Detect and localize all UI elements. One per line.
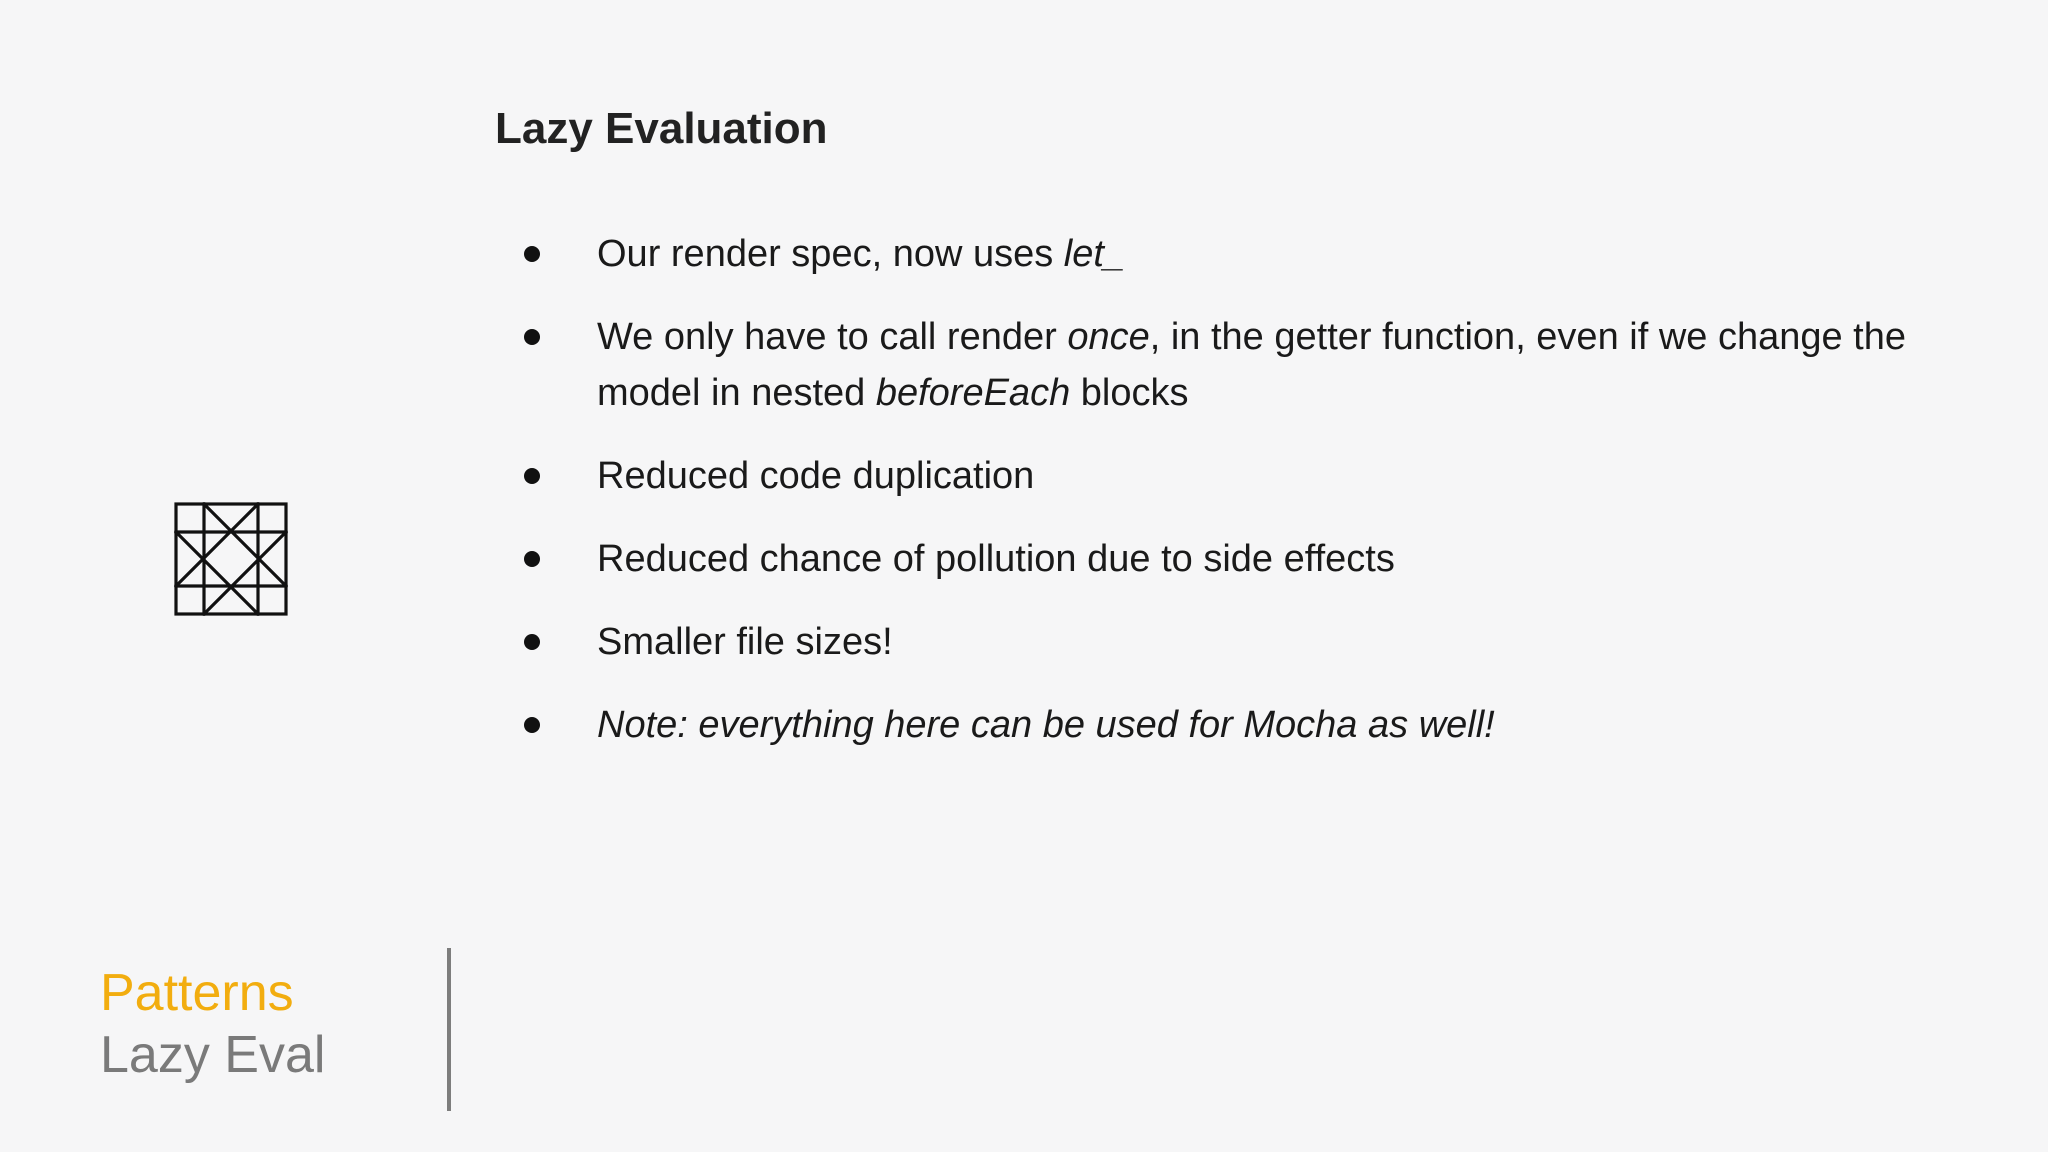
bullet-dot-icon (524, 634, 540, 650)
slide-title: Lazy Evaluation (495, 104, 828, 153)
bullet-item (520, 531, 1960, 587)
bullet-text: , in the getter function, even if we change the model in nested (597, 316, 1907, 414)
footer-divider (447, 948, 451, 1111)
bullet-emphasis: once (1067, 316, 1150, 358)
bullet-item (520, 448, 1960, 504)
bullet-text: blocks (1070, 372, 1189, 414)
bullet-item (520, 614, 1960, 670)
bullet-text: We only have to call render (597, 316, 1068, 358)
bullet-dot-icon (524, 468, 540, 484)
bullet-item (520, 309, 1960, 421)
grid-star-logo-icon (174, 502, 288, 616)
bullet-dot-icon (524, 246, 540, 262)
footer-subsection-label: Lazy Eval (100, 1026, 326, 1084)
bullet-item (520, 697, 1960, 753)
bullet-text: Smaller file sizes! (597, 621, 893, 663)
bullet-item (520, 226, 1960, 282)
bullet-text: Reduced chance of pollution due to side effects (597, 538, 1395, 580)
bullet-emphasis: beforeEach (875, 372, 1071, 414)
bullet-list (520, 226, 1960, 780)
footer-section-label: Patterns (100, 964, 294, 1022)
bullet-text: Our render spec, now uses (597, 233, 1064, 275)
bullet-dot-icon (524, 717, 540, 733)
bullet-dot-icon (524, 329, 540, 345)
bullet-emphasis: Note: everything here can be used for Mocha as well! (597, 704, 1495, 746)
bullet-dot-icon (524, 551, 540, 567)
bullet-emphasis: let_ (1063, 233, 1126, 275)
bullet-text: Reduced code duplication (597, 455, 1035, 497)
